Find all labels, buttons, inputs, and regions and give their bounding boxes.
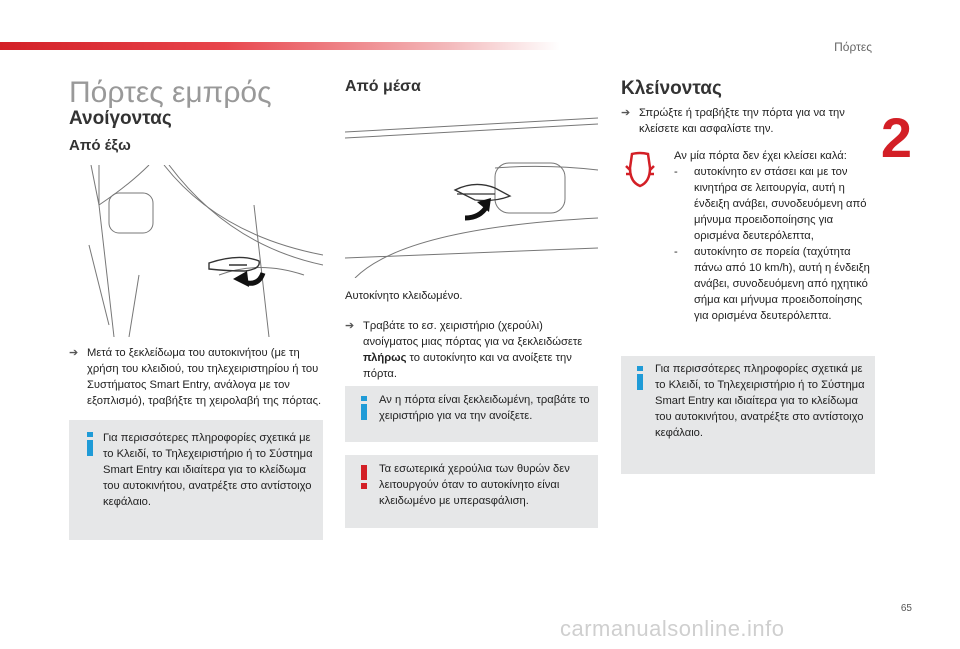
warning-icon (359, 465, 369, 494)
alert-item (674, 244, 879, 324)
watermark: carmanualsonline.info (560, 616, 785, 641)
closing-bullet (621, 105, 875, 137)
header-accent-bar (0, 42, 560, 50)
info-icon (83, 432, 97, 461)
inside-open-bullet (345, 318, 598, 382)
inside-open-text-bold: πλήρως (363, 352, 407, 364)
page-title: Πόρτες εμπρός (69, 76, 272, 109)
info-box-col1 (69, 420, 323, 540)
closing-heading: Κλείνοντας (621, 78, 722, 99)
info-text-col2: Αν η πόρτα είναι ξεκλειδωμένη, τραβάτε το χειριστήριο για να την ανοίξετε. (379, 394, 590, 422)
warning-box (345, 455, 598, 528)
alert-item-text: αυτοκίνητο εν στάσει και με τον κινητήρα σε λειτουργία, αυτή η ένδειξη ανάβει, συνοδευόμενη από μήνυμα προειδοποίησης για ορισμένα δευτερόλεπτα, (694, 166, 867, 242)
exterior-door-handle-illustration (69, 165, 323, 337)
bullet-arrow-icon: ➔ (621, 107, 631, 119)
opening-heading: Ανοίγοντας (69, 108, 172, 129)
info-text-col1: Για περισσότερες πληροφορίες σχετικά με το Κλειδί, το Τηλεχειριστήριο ή το Σύστημα Smart Entry και ιδιαίτερα για το κλείδωμα του αυτοκινήτου, ανατρέξτε στο αντίστοιχο κεφάλαιο. (103, 432, 313, 508)
alert-item-text: αυτοκίνητο σε πορεία (ταχύτητα πάνω από 10 km/h), αυτή η ένδειξη ανάβει, συνοδευόμενη από ηχητικό σήμα και μήνυμα προειδοποίησης για ορισμένα δευτερόλεπτα. (694, 246, 870, 322)
dash-mark: - (674, 166, 678, 178)
closing-bullet-text: Σπρώξτε ή τραβήξτε την πόρτα για να την κλείσετε και ασφαλίστε την. (639, 107, 845, 135)
warning-text: Τα εσωτερικά χερούλια των θυρών δεν λειτουργούν όταν το αυτοκίνητο είναι κλειδωμένο με υπεραsφάλιση. (379, 463, 570, 507)
page-number: 65 (900, 603, 912, 614)
info-icon (357, 396, 371, 425)
interior-door-handle-illustration (345, 108, 598, 278)
inside-open-text-post: το αυτοκίνητο και να ανοίξετε την πόρτα. (363, 352, 572, 380)
info-box-col2 (345, 386, 598, 442)
alert-list (674, 164, 879, 324)
inside-open-text (363, 318, 598, 382)
bullet-arrow-icon: ➔ (69, 347, 79, 359)
info-box-col3 (621, 356, 875, 474)
info-icon (633, 366, 647, 395)
bullet-arrow-icon: ➔ (345, 320, 355, 332)
section-title: Πόρτες (834, 40, 872, 54)
inside-heading: Από μέσα (345, 78, 421, 95)
alert-item (674, 164, 879, 244)
locked-caption: Αυτοκίνητο κλειδωμένο. (345, 290, 463, 302)
inside-open-text-pre: Τραβάτε το εσ. χειριστήριο (χερούλι) ανοίγματος μιας πόρτας για να ξεκλειδώσετε (363, 320, 583, 348)
outside-open-text: Μετά το ξεκλείδωμα του αυτοκινήτου (με τη χρήση του κλειδιού, του τηλεχειριστηρίου ή του Συστήματος Smart Entry, ανάλογα με τον εξοπλισμό), τραβήξτε τη χειρολαβή της πόρτας. (87, 347, 322, 407)
info-text-col3: Για περισσότερες πληροφορίες σχετικά με το Κλειδί, το Τηλεχειριστήριο ή το Σύστημα Smart Entry και ιδιαίτερα για το κλείδωμα του αυτοκινήτου, ανατρέξτε στο αντίστοιχο κεφάλαιο. (655, 363, 865, 439)
outside-heading: Από έξω (69, 137, 131, 154)
alert-intro: Αν μία πόρτα δεν έχει κλείσει καλά: (674, 150, 847, 162)
outside-open-bullet (69, 345, 323, 409)
door-open-warning-icon (622, 150, 658, 195)
dash-mark: - (674, 246, 678, 258)
chapter-number: 2 (880, 106, 912, 169)
